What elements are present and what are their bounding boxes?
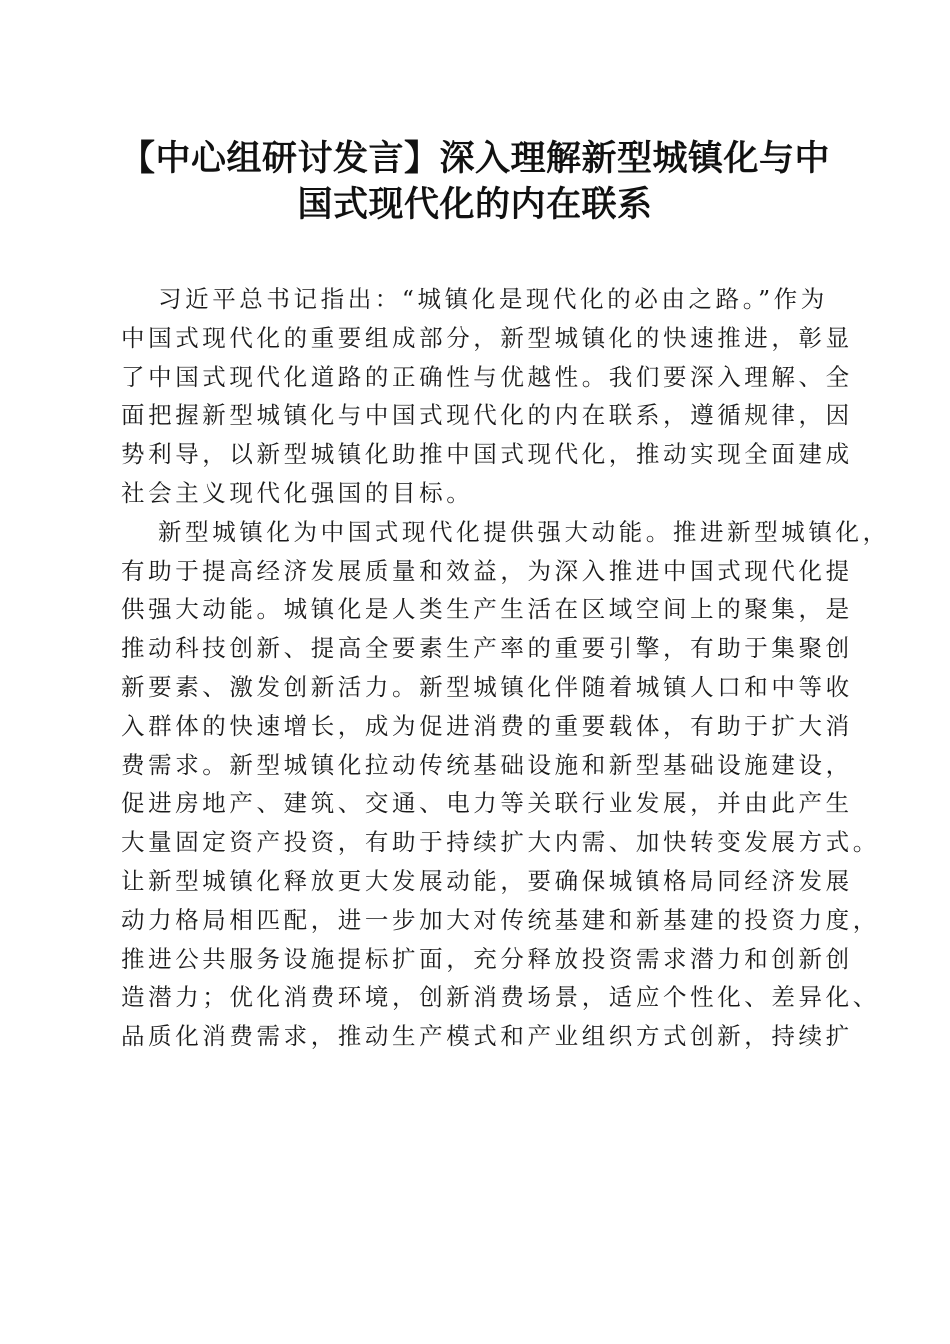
- paragraph-line: 入群体的快速增长，成为促进消费的重要载体，有助于扩大消: [121, 711, 853, 740]
- paragraph-line: 让新型城镇化释放更大发展动能，要确保城镇格局同经济发展: [121, 866, 853, 895]
- paragraph-line: 势利导，以新型城镇化助推中国式现代化，推动实现全面建成: [121, 440, 853, 469]
- paragraph-line: 社会主义现代化强国的目标。: [121, 478, 474, 507]
- title-line-1: 【中心组研讨发言】深入理解新型城镇化与中: [119, 138, 830, 179]
- paragraph-line: 促进房地产、建筑、交通、电力等关联行业发展，并由此产生: [121, 789, 853, 818]
- paragraph-line: 供强大动能。城镇化是人类生产生活在区域空间上的聚集，是: [121, 595, 853, 624]
- title-line-2: 国式现代化的内在联系: [297, 184, 653, 225]
- paragraph-line: 造潜力；优化消费环境，创新消费场景，适应个性化、差异化、: [121, 983, 880, 1012]
- paragraph-line: 了中国式现代化道路的正确性与优越性。我们要深入理解、全: [121, 362, 853, 391]
- paragraph-line: 费需求。新型城镇化拉动传统基础设施和新型基础设施建设，: [121, 750, 853, 779]
- paragraph-line: 推动科技创新、提高全要素生产率的重要引擎，有助于集聚创: [121, 634, 853, 663]
- paragraph-line: 新型城镇化为中国式现代化提供强大动能。推进新型城镇化，: [158, 517, 890, 546]
- paragraph-line: 面把握新型城镇化与中国式现代化的内在联系，遵循规律，因: [121, 401, 853, 430]
- paragraph-line: 推进公共服务设施提标扩面，充分释放投资需求潜力和创新创: [121, 944, 853, 973]
- paragraph-2: [121, 513, 890, 1056]
- paragraph-line: 中国式现代化的重要组成部分，新型城镇化的快速推进，彰显: [121, 323, 853, 352]
- paragraph-line: 大量固定资产投资，有助于持续扩大内需、加快转变发展方式。: [121, 828, 880, 857]
- paragraph-line: 品质化消费需求，推动生产模式和产业组织方式创新，持续扩: [121, 1022, 853, 1051]
- document-title: [110, 136, 840, 228]
- paragraph-line: 新要素、激发创新活力。新型城镇化伴随着城镇人口和中等收: [121, 672, 853, 701]
- paragraph-line: 习近平总书记指出：“城镇化是现代化的必由之路。”作为: [158, 285, 828, 313]
- paragraph-line: 动力格局相匹配，进一步加大对传统基建和新基建的投资力度，: [121, 905, 880, 934]
- document-body: [121, 280, 890, 1056]
- paragraph-1: [121, 280, 853, 513]
- paragraph-line: 有助于提高经济发展质量和效益，为深入推进中国式现代化提: [121, 556, 853, 585]
